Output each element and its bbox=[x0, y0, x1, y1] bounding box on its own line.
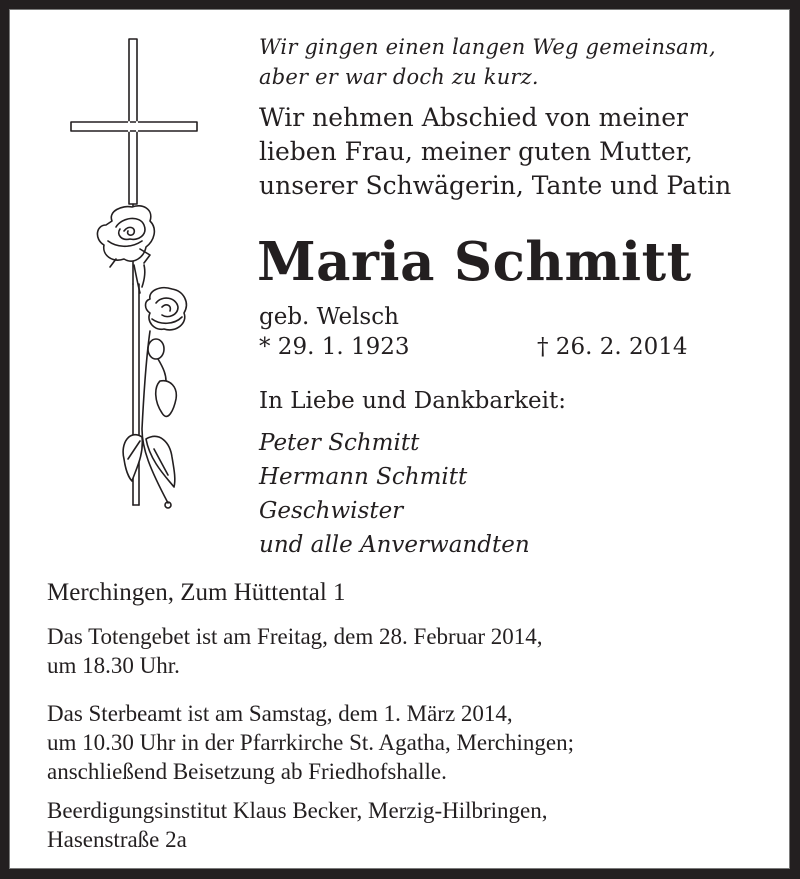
undertaker-line: Hasenstraße 2a bbox=[47, 827, 187, 852]
intro-line: lieben Frau, meiner guten Mutter, bbox=[259, 137, 693, 166]
home-address: Merchingen, Zum Hüttental 1 bbox=[47, 579, 346, 606]
deceased-name: Maria Schmitt bbox=[257, 231, 692, 293]
cross-with-roses-icon bbox=[50, 29, 210, 509]
obituary-notice bbox=[9, 9, 790, 869]
requiem-info bbox=[47, 699, 574, 786]
mourner: und alle Anverwandten bbox=[259, 532, 530, 558]
farewell-intro bbox=[259, 101, 731, 203]
mourner: Geschwister bbox=[259, 498, 404, 524]
requiem-line: anschließend Beisetzung ab Friedhofshalle. bbox=[47, 759, 447, 784]
intro-line: Wir nehmen Abschied von meiner bbox=[259, 103, 688, 132]
thanks-heading: In Liebe und Dankbarkeit: bbox=[259, 388, 566, 414]
requiem-line: Das Sterbeamt ist am Samstag, dem 1. März 2014, bbox=[47, 701, 513, 726]
maiden-name: geb. Welsch bbox=[259, 304, 399, 330]
requiem-line: um 10.30 Uhr in der Pfarrkirche St. Agatha, Merchingen; bbox=[47, 730, 574, 755]
motto-line: Wir gingen einen langen Weg gemeinsam, bbox=[259, 35, 716, 59]
mourner: Hermann Schmitt bbox=[259, 464, 468, 490]
motto-line: aber er war doch zu kurz. bbox=[259, 65, 539, 89]
death-date: † 26. 2. 2014 bbox=[537, 334, 688, 360]
intro-line: unserer Schwägerin, Tante und Patin bbox=[259, 171, 732, 200]
undertaker-line: Beerdigungsinstitut Klaus Becker, Merzig-Hilbringen, bbox=[47, 798, 548, 823]
undertaker-info bbox=[47, 796, 548, 854]
prayer-info bbox=[47, 622, 543, 680]
mourner: Peter Schmitt bbox=[259, 430, 420, 456]
mourners-list bbox=[259, 426, 530, 562]
prayer-line: um 18.30 Uhr. bbox=[47, 653, 180, 678]
motto-quote bbox=[259, 32, 716, 92]
prayer-line: Das Totengebet ist am Freitag, dem 28. Februar 2014, bbox=[47, 624, 543, 649]
birth-date: * 29. 1. 1923 bbox=[259, 334, 410, 360]
